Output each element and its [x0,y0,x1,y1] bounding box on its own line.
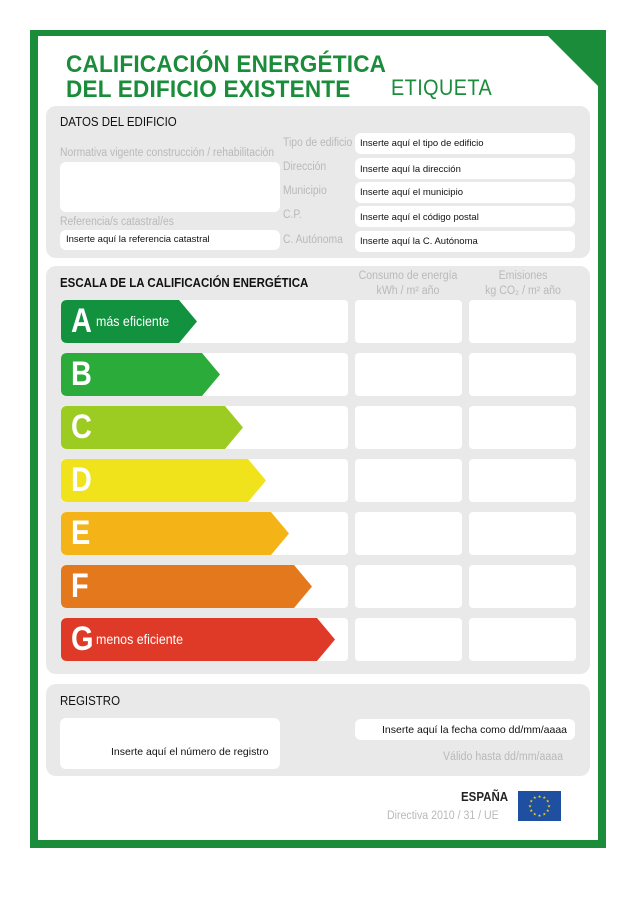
normativa-field[interactable] [60,162,280,212]
eu-star-icon: ★ [542,811,547,817]
field-direccion[interactable] [355,158,575,179]
rating-letter: D [71,461,92,499]
directive-label: Directiva 2010 / 31 / UE [387,810,499,822]
registro-date-field[interactable] [355,719,575,740]
label-title [66,52,386,102]
field-value-cp: Inserte aquí el código postal [360,212,479,223]
field-value-direccion: Inserte aquí la dirección [360,164,461,175]
field-municipio[interactable] [355,182,575,203]
country-label: ESPAÑA [461,790,509,804]
valido-hasta: Válido hasta dd/mm/aaaa [443,751,563,763]
registro-heading: REGISTRO [60,694,121,708]
title-line-1: CALIFICACIÓN ENERGÉTICA [66,51,387,78]
title-line-2: DEL EDIFICIO EXISTENTE [66,76,351,103]
rating-sublabel: menos eficiente [96,632,183,647]
emisiones-header-line1: Emisiones [498,270,548,282]
field-value-autonoma: Inserte aquí la C. Autónoma [360,236,478,247]
rating-letter: F [71,567,89,605]
eu-star-icon: ★ [537,793,542,799]
eu-star-icon: ★ [542,795,547,801]
field-value-tipo: Inserte aquí el tipo de edificio [360,138,484,149]
emisiones-cell-b[interactable] [469,353,576,396]
escala-heading: ESCALA DE LA CALIFICACIÓN ENERGÉTICA [60,276,309,290]
emisiones-cell-d[interactable] [469,459,576,502]
rating-sublabel: más eficiente [96,314,170,329]
normativa-label: Normativa vigente construcción / rehabilitación [60,147,275,159]
rating-arrow-b [61,353,220,396]
consumo-header-line1: Consumo de energía [358,270,458,282]
consumo-header-line2: kWh / m² año [376,285,440,297]
emisiones-cell-e[interactable] [469,512,576,555]
rating-letter: G [71,620,94,658]
field-value-municipio: Inserte aquí el municipio [360,187,463,198]
emisiones-cell-c[interactable] [469,406,576,449]
field-tipo[interactable] [355,133,575,154]
rating-arrow-shape-e [61,512,289,555]
rating-arrow-f [61,565,312,608]
field-label-autonoma: C. Autónoma [283,234,343,246]
eu-star-icon: ★ [532,795,537,801]
referencia-value: Inserte aquí la referencia catastral [66,234,210,245]
rating-arrow-a [61,300,197,343]
field-label-municipio: Municipio [283,185,327,197]
eu-flag-icon [518,791,561,821]
field-label-cp: C.P. [283,209,302,221]
eu-star-icon: ★ [545,798,550,804]
field-cp[interactable] [355,206,575,227]
rating-letter: B [71,355,92,393]
field-label-direccion: Dirección [283,161,327,173]
emisiones-cell-f[interactable] [469,565,576,608]
rating-arrow-e [61,512,289,555]
rating-letter: C [71,408,92,446]
eu-star-icon: ★ [537,812,542,818]
emisiones-cell-a[interactable] [469,300,576,343]
registro-number-value: Inserte aquí el número de registro [111,746,269,758]
rating-letter: E [71,514,91,552]
consumo-cell-d[interactable] [355,459,462,502]
registro-number-field[interactable] [60,718,280,769]
consumo-cell-e[interactable] [355,512,462,555]
eu-star-icon: ★ [529,808,534,814]
datos-heading: DATOS DEL EDIFICIO [60,115,177,129]
consumo-cell-a[interactable] [355,300,462,343]
consumo-cell-g[interactable] [355,618,462,661]
eu-star-icon: ★ [547,803,551,809]
consumo-cell-f[interactable] [355,565,462,608]
emisiones-cell-g[interactable] [469,618,576,661]
eu-star-icon: ★ [545,808,550,814]
consumo-cell-c[interactable] [355,406,462,449]
eu-star-icon: ★ [529,798,534,804]
label-type: ETIQUETA [391,75,493,100]
eu-star-icon: ★ [532,811,537,817]
corner-fold [548,36,598,86]
rating-arrow-d [61,459,266,502]
emisiones-column-header [471,269,574,299]
rating-arrow-g [61,618,335,661]
field-autonoma[interactable] [355,231,575,252]
consumo-column-header [356,269,459,299]
emisiones-header-line2: kg CO₂ / m² año [485,285,561,297]
rating-letter: A [71,302,92,340]
eu-star-icon: ★ [528,803,532,809]
rating-arrow-shape-f [61,565,312,608]
consumo-cell-b[interactable] [355,353,462,396]
referencia-field[interactable] [60,230,280,250]
registro-date-value: Inserte aquí la fecha como dd/mm/aaaa [382,724,568,736]
field-label-tipo: Tipo de edificio [283,137,353,149]
rating-arrow-c [61,406,243,449]
referencia-label: Referencia/s catastral/es [60,216,174,228]
